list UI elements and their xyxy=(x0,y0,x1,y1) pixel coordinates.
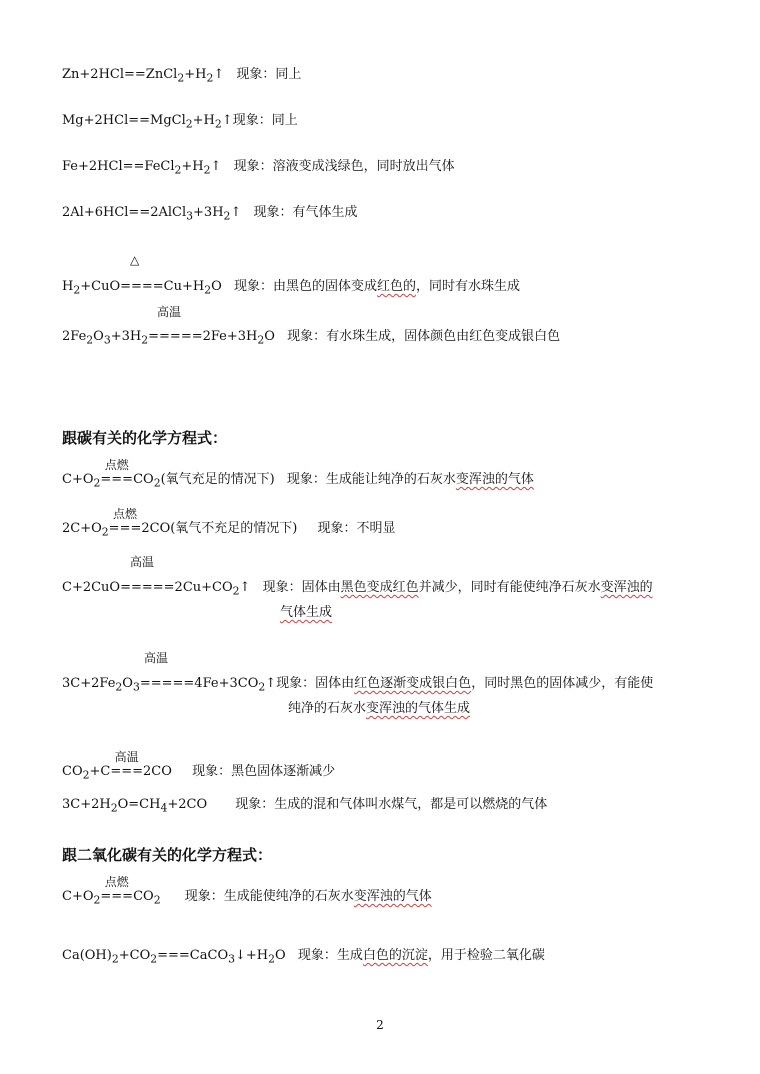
obs-part: 现象：固体由 xyxy=(262,580,341,595)
obs-part: 现象：生成能使纯净的石灰水 xyxy=(184,889,354,904)
eq-text: H xyxy=(62,279,74,294)
eq-text: 3C+2Fe xyxy=(62,676,116,691)
obs-wavy: 气体生成 xyxy=(280,605,333,620)
eq-text: Zn+2HCl==ZnCl xyxy=(62,67,178,82)
condition-high-temp: 高温 xyxy=(114,750,139,764)
eq-sub: 2 xyxy=(150,952,158,966)
observation-text: 现象：黑色固体逐渐减少 xyxy=(192,764,336,779)
obs-part: 现象：固体由 xyxy=(276,676,355,691)
eq-sub: 2 xyxy=(185,117,193,131)
observation-text xyxy=(298,948,545,963)
eq-sign: === xyxy=(100,889,134,904)
observation-text xyxy=(276,676,653,691)
observation-text: 现象：有气体生成 xyxy=(253,205,358,220)
gas-arrow: ↑ xyxy=(239,580,251,595)
eq-text: CO xyxy=(133,889,154,904)
eq-sub: 3 xyxy=(228,952,235,966)
eq-text: =====2Fe+3H xyxy=(148,329,258,344)
eq-text: Mg+2HCl==MgCl xyxy=(62,113,186,128)
eq-sub: 2 xyxy=(204,283,212,297)
eq-sub: 2 xyxy=(141,333,149,347)
eq-sub: 3 xyxy=(103,333,111,347)
condition-stack xyxy=(100,458,134,488)
gas-arrow: ↑ xyxy=(213,67,225,82)
eq-text: (氧气充足的情况下) xyxy=(160,472,275,487)
equation-h2-cuo xyxy=(62,279,520,299)
eq-text: 3C+2H xyxy=(62,797,111,812)
eq-text: CO xyxy=(133,472,154,487)
eq-sub: 2 xyxy=(214,117,222,131)
observation-text: 现象：同上 xyxy=(236,67,302,82)
eq-text: +H xyxy=(184,67,207,82)
observation-continuation xyxy=(280,605,332,621)
obs-wavy: 白色的沉淀 xyxy=(362,948,428,963)
gas-arrow: ↑ xyxy=(230,205,242,220)
eq-text: Ca(OH) xyxy=(62,948,112,963)
eq-text: C+O xyxy=(62,472,94,487)
condition-ignite: 点燃 xyxy=(104,875,129,889)
eq-text: +3H xyxy=(110,329,142,344)
section-heading-carbon: 跟碳有关的化学方程式： xyxy=(62,429,228,447)
obs-part: ，用于检验二氧化碳 xyxy=(427,948,545,963)
equation-fe2o3-h2 xyxy=(62,329,560,349)
obs-part: ，同时黑色的固体减少，有能使 xyxy=(471,676,654,691)
obs-part: 并减少，同时有能使纯净石灰水 xyxy=(418,580,601,595)
eq-text: 2CO xyxy=(143,764,172,779)
eq-sub: 2 xyxy=(93,476,101,490)
equation-c-o2-co2 xyxy=(62,875,432,909)
eq-text: Fe+2HCl==FeCl xyxy=(62,159,175,174)
eq-text: +H xyxy=(245,948,269,963)
equation-mg-hcl xyxy=(62,113,298,133)
condition-ignite: 点燃 xyxy=(104,458,129,472)
obs-wavy: 红色逐渐变成银白色 xyxy=(354,676,472,691)
condition-heat: △ xyxy=(130,253,140,267)
condition-high-temp: 高温 xyxy=(144,651,169,665)
eq-sub: 2 xyxy=(110,801,118,815)
observation-text: 现象：同上 xyxy=(232,113,298,128)
eq-sub: 2 xyxy=(153,476,161,490)
condition-high-temp: 高温 xyxy=(157,305,182,319)
eq-sub: 3 xyxy=(186,209,194,223)
eq-text: 2Fe xyxy=(62,329,87,344)
obs-wavy: 变浑浊的 xyxy=(600,580,653,595)
equation-fe-hcl xyxy=(62,159,455,179)
eq-sub: 2 xyxy=(115,680,123,694)
observation-text: 现象：有水珠生成，固体颜色由红色变成银白色 xyxy=(287,329,561,344)
eq-text: +CO xyxy=(118,948,151,963)
eq-sub: 2 xyxy=(232,584,240,598)
eq-sign: === xyxy=(108,521,142,536)
equation-c-h2o xyxy=(62,797,547,817)
condition-high-temp: 高温 xyxy=(130,555,155,569)
eq-text: C+O xyxy=(62,889,94,904)
equation-caoh2-co2 xyxy=(62,948,545,968)
eq-sub: 4 xyxy=(160,801,168,815)
eq-sub: 2 xyxy=(153,893,161,907)
observation-text xyxy=(234,279,520,294)
eq-sub: 2 xyxy=(223,209,231,223)
eq-sub: 2 xyxy=(206,71,214,85)
precipitate-arrow: ↓ xyxy=(235,948,246,963)
eq-sub: 2 xyxy=(258,680,266,694)
condition-stack xyxy=(110,750,144,780)
eq-text: CO xyxy=(62,764,83,779)
eq-text: O xyxy=(211,279,222,294)
page-number: 2 xyxy=(376,1018,384,1032)
eq-text: O xyxy=(122,676,133,691)
eq-sub: 2 xyxy=(111,952,119,966)
obs-wavy: 红色的 xyxy=(376,279,416,294)
condition-ignite: 点燃 xyxy=(113,507,138,521)
eq-text: O xyxy=(275,948,286,963)
observation-text xyxy=(287,472,534,487)
observation-text xyxy=(185,889,432,904)
eq-sub: 2 xyxy=(93,893,101,907)
equation-c-fe2o3 xyxy=(62,676,653,696)
eq-sub: 2 xyxy=(177,71,185,85)
eq-sign: === xyxy=(110,764,144,779)
eq-sign: === xyxy=(100,472,134,487)
equation-zn-hcl xyxy=(62,67,301,87)
eq-sub: 2 xyxy=(82,768,90,782)
gas-arrow: ↑ xyxy=(210,159,222,174)
eq-sub: 3 xyxy=(132,680,140,694)
eq-text: C+2CuO=====2Cu+CO xyxy=(62,580,233,595)
obs-part: 现象：生成能让纯净的石灰水 xyxy=(286,472,456,487)
eq-text: +H xyxy=(181,159,204,174)
eq-text: 2C+O xyxy=(62,521,102,536)
observation-text: 现象：不明显 xyxy=(317,521,396,536)
obs-wavy: 黑色变成红色 xyxy=(340,580,419,595)
equation-c-cuo xyxy=(62,580,653,600)
observation-continuation xyxy=(288,701,470,717)
eq-text: O xyxy=(264,329,275,344)
obs-part: 现象：生成 xyxy=(297,948,363,963)
observation-text: 现象：溶液变成浅绿色，同时放出气体 xyxy=(233,159,455,174)
gas-arrow: ↑ xyxy=(265,676,277,691)
eq-text: 2Al+6HCl==2AlCl xyxy=(62,205,187,220)
eq-text: +H xyxy=(192,113,215,128)
equation-c-o2-partial xyxy=(62,507,396,541)
eq-sub: 2 xyxy=(174,163,182,177)
eq-sub: 2 xyxy=(73,283,81,297)
eq-text: ===CaCO xyxy=(157,948,229,963)
observation-text xyxy=(263,580,653,595)
eq-text: +CuO====Cu+H xyxy=(80,279,205,294)
eq-sub: 2 xyxy=(101,525,109,539)
obs-wavy: 变浑浊的气体 xyxy=(455,472,534,487)
eq-text: O xyxy=(93,329,104,344)
eq-text: +3H xyxy=(193,205,224,220)
eq-text: =====4Fe+3CO xyxy=(139,676,259,691)
eq-sub: 2 xyxy=(268,952,276,966)
obs-part: ，同时有水珠生成 xyxy=(415,279,520,294)
obs-wavy: 变浑浊的气体生成 xyxy=(366,701,471,716)
eq-text: +C xyxy=(89,764,111,779)
eq-text: 2CO(氧气不充足的情况下) xyxy=(141,521,298,536)
eq-sub: 2 xyxy=(86,333,94,347)
equation-al-hcl xyxy=(62,205,358,225)
section-heading-co2: 跟二氧化碳有关的化学方程式： xyxy=(62,846,273,864)
eq-text: O=CH xyxy=(117,797,161,812)
obs-part: 现象：由黑色的固体变成 xyxy=(233,279,377,294)
equation-c-o2-full xyxy=(62,458,534,492)
condition-stack xyxy=(108,507,142,537)
eq-sub: 2 xyxy=(257,333,265,347)
eq-sub: 2 xyxy=(203,163,211,177)
eq-text: +2CO xyxy=(167,797,208,812)
obs-part: 纯净的石灰水 xyxy=(288,701,367,716)
condition-stack xyxy=(100,875,134,905)
observation-text: 现象：生成的混和气体叫水煤气，都是可以燃烧的气体 xyxy=(235,797,548,812)
equation-co2-c xyxy=(62,750,336,784)
gas-arrow: ↑ xyxy=(221,113,233,128)
obs-wavy: 变浑浊的气体 xyxy=(353,889,432,904)
